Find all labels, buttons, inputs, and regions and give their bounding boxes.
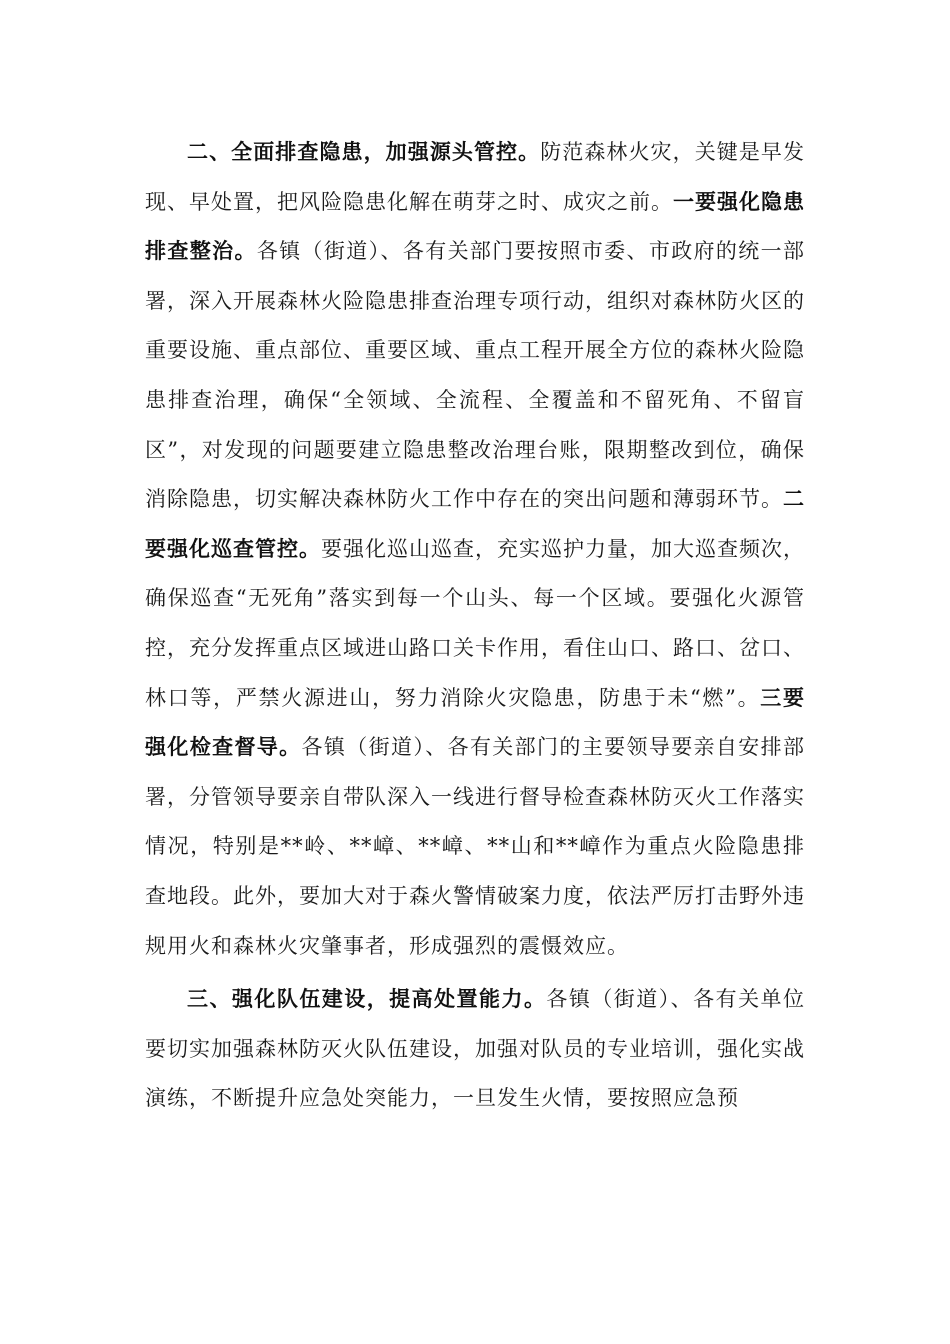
section-heading: 二、全面排查隐患，加强源头管控。 — [187, 140, 541, 164]
subpoint-heading: 二要强化巡查管控。 — [145, 487, 805, 561]
section-heading: 三、强化队伍建设，提高处置能力。 — [187, 987, 547, 1012]
body-text: 各镇（街道）、各有关单位要切实加强森林防灭火队伍建设，加强对队员的专业培训，强化实战演练，不断提升应急处突能力，一旦发生火情，要按照应急预 — [145, 987, 805, 1111]
paragraph-section-3 — [145, 975, 805, 1124]
body-text: 要强化巡山巡查，充实巡护力量，加大巡查频次，确保巡查“无死角”落实到每一个山头、每一个区域。要强化火源管控，充分发挥重点区域进山路口关卡作用，看住山口、路口、岔口、林口等，严禁火源进山，努力消除火灾隐患，防患于未“燃”。 — [145, 536, 805, 710]
paragraph-section-2 — [145, 128, 805, 971]
body-text: 防范森林火灾，关键是早发现、早处置，把风险隐患化解在萌芽之时、成灾之前。 — [145, 140, 806, 214]
subpoint-heading: 一要强化隐患排查整治。 — [145, 189, 805, 264]
body-text: 各镇（街道）、各有关部门要按照市委、市政府的统一部署，深入开展森林火险隐患排查治理专项行动，组织对森林防火区的重要设施、重点部位、重要区域、重点工程开展全方位的森林火险隐患排查治理，确保“全领域、全流程、全覆盖和不留死角、不留盲区”，对发现的问题要建立隐患整改治理台账，限期整改到位，确保消除隐患，切实解决森林防火工作中存在的突出问题和薄弱环节。 — [145, 239, 805, 512]
subpoint-heading: 三要强化检查督导。 — [145, 685, 805, 760]
document-body — [145, 128, 805, 1128]
body-text: 各镇（街道）、各有关部门的主要领导要亲自安排部署，分管领导要亲自带队深入一线进行督导检查森林防灭火工作落实情况，特别是**岭、**嶂、**嶂、**山和**嶂作为重点火险隐患排查地段。此外，要加大对于森火警情破案力度，依法严厉打击野外违规用火和森林火灾肇事者，形成强烈的震慑效应。 — [145, 735, 806, 958]
